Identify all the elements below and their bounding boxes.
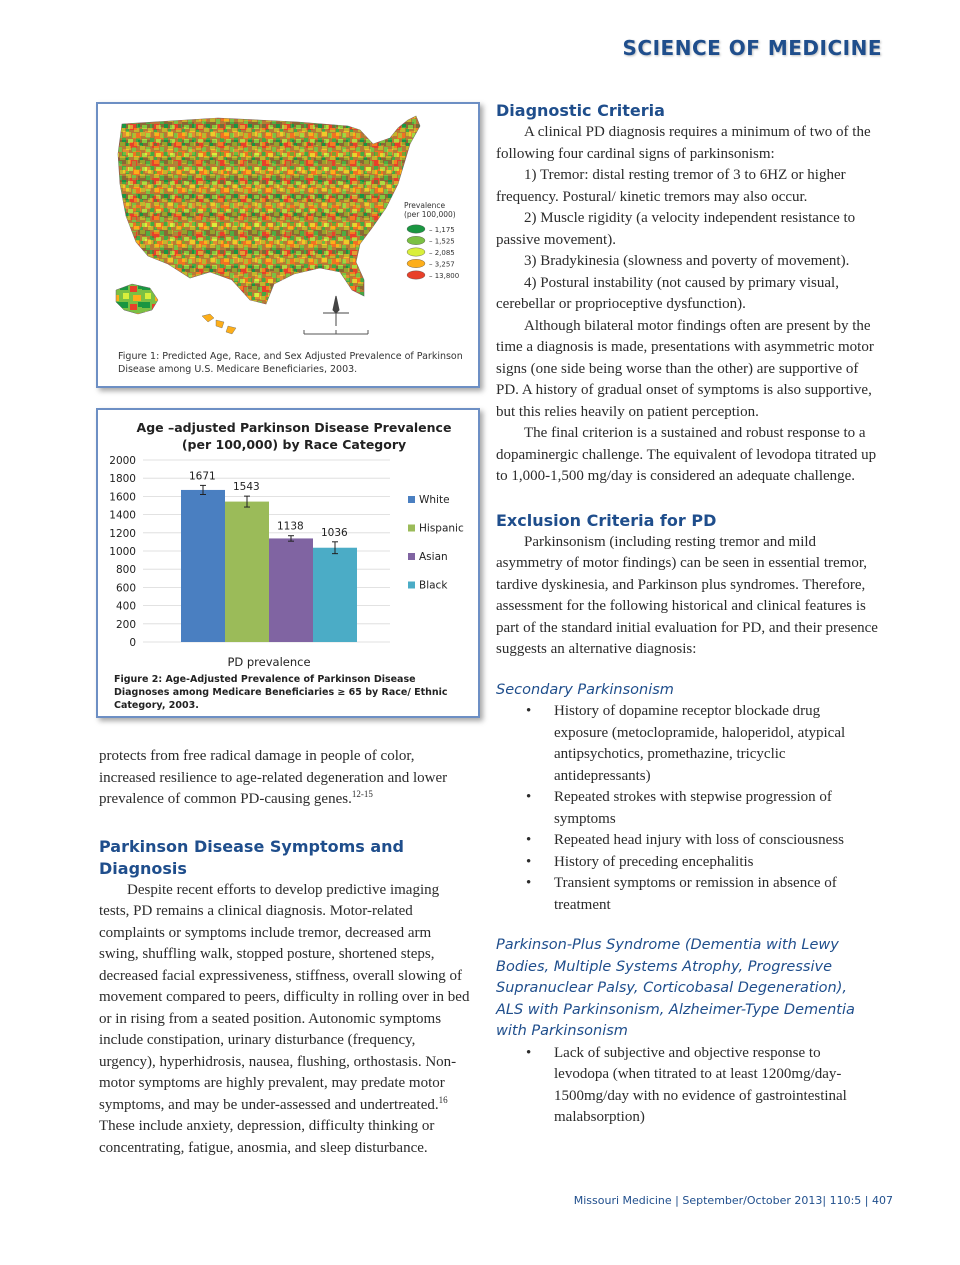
legend-label: Asian xyxy=(419,551,448,563)
legend-swatch xyxy=(407,271,425,279)
final-criterion-paragraph: The final criterion is a sustained and robust response to a dopaminergic challenge. The equivalent of levodopa titrated up to 1,000-1,500 mg/day is considered an adequate challenge. xyxy=(496,425,877,484)
symptoms-heading: Parkinson Disease Symptoms and Diagnosis xyxy=(99,836,404,878)
alaska-shape xyxy=(116,284,158,314)
legend-label: White xyxy=(419,494,450,506)
scale-bar xyxy=(304,330,368,334)
data-label: 1036 xyxy=(321,526,348,539)
x-axis-label: PD prevalence xyxy=(227,655,311,669)
legend-label: – 1,525 xyxy=(429,237,455,246)
y-tick-label: 800 xyxy=(115,564,136,577)
y-tick-label: 1000 xyxy=(109,546,136,558)
prevalence-bar-chart xyxy=(98,410,478,672)
y-tick-label: 1600 xyxy=(109,491,136,504)
criterion-tremor: 1) Tremor: distal resting tremor of 3 to 6HZ or higher frequency. Postural/ kinetic tremors may also occur. xyxy=(496,167,846,205)
data-label: 1543 xyxy=(233,481,260,494)
chart-subtitle: (per 100,000) by Race Category xyxy=(181,437,407,452)
chart-title: Age –adjusted Parkinson Disease Prevalence xyxy=(136,420,452,435)
bar-white xyxy=(181,490,225,642)
bar-black xyxy=(313,548,357,642)
list-item: • History of preceding encephalitis xyxy=(496,852,878,874)
parkinson-plus-heading: Parkinson-Plus Syndrome (Dementia with Lewy Bodies, Multiple Systems Atrophy, Progressive Supranuclear Palsy, Corticobasal Degeneration), ALS with Parkinsonism, Alzheimer-Type Dementia with Parkinsonism xyxy=(496,937,855,1039)
section-title: SCIENCE OF MEDICINE xyxy=(622,36,882,60)
exclusion-paragraph: Parkinsonism (including resting tremor and mild asymmetry of motor findings) can be seen in essential tremor, tardive dyskinesia, and Parkinson plus syndromes. Therefore, assessment for the following historical and clinical features is part of the standard initial evaluation for PD, and their presence suggests an alternative diagnosis: xyxy=(496,533,878,657)
hawaii-shape xyxy=(202,314,236,334)
legend-label: – 13,800 xyxy=(429,272,460,280)
y-tick-label: 2000 xyxy=(109,455,136,467)
legend-label: Black xyxy=(419,579,448,592)
y-tick-label: 1200 xyxy=(109,527,136,540)
figure-2-chart xyxy=(96,408,480,718)
criterion-rigidity: 2) Muscle rigidity (a velocity independent resistance to passive movement). xyxy=(496,210,856,248)
legend-swatch xyxy=(407,259,425,267)
continuation-paragraph: protects from free radical damage in people of color, increased resilience to age-related degeneration and lower prevalence of common PD-causing genes.$^{12-15}$ xyxy=(99,748,448,807)
figure-1-caption: Figure 1: Predicted Age, Race, and Sex Adjusted Prevalence of Parkinson Disease among U.S. Medicare Beneficiaries, 2003. xyxy=(118,351,463,375)
list-item: • History of dopamine receptor blockade drug exposure (metoclopramide, haloperidol, atypical antipsychotics, promethazine, tricyclic antidepressants) xyxy=(496,701,878,787)
data-label: 1671 xyxy=(189,470,216,483)
bar-asian xyxy=(269,538,313,642)
legend-title: Prevalence xyxy=(404,201,446,210)
reference-marker: 16 xyxy=(438,1094,448,1105)
legend-label: Hispanic xyxy=(419,522,464,535)
secondary-parkinsonism-heading: Secondary Parkinsonism xyxy=(496,681,674,698)
exclusion-criteria-heading: Exclusion Criteria for PD xyxy=(496,510,717,530)
diagnostic-criteria-heading: Diagnostic Criteria xyxy=(496,101,665,120)
list-item: • Repeated strokes with stepwise progression of symptoms xyxy=(496,787,878,830)
criterion-bradykinesia: 3) Bradykinesia (slowness and poverty of movement). xyxy=(524,253,850,269)
criterion-postural: 4) Postural instability (not caused by primary visual, cerebellar or proprioceptive dysfunction). xyxy=(496,274,839,312)
page-footer: Missouri Medicine | September/October 2013| 110:5 | 407 xyxy=(573,1194,893,1207)
bilateral-paragraph: Although bilateral motor findings often are present by the time a diagnosis is made, presentations with asymmetric motor signs (one side being worse than the other) are supportive of PD. A history of gradual onset of symptoms is also supportive, but this relies heavily on patient perception. xyxy=(496,317,874,420)
legend-swatch xyxy=(408,553,415,560)
legend-label: – 2,085 xyxy=(429,249,455,257)
list-item: • Transient symptoms or remission in absence of treatment xyxy=(496,873,878,916)
y-tick-label: 400 xyxy=(115,600,136,613)
legend-label: – 3,257 xyxy=(429,260,455,269)
legend-swatch xyxy=(407,236,425,244)
left-column xyxy=(99,746,471,1159)
legend-subtitle: (per 100,000) xyxy=(404,210,456,219)
list-item: • Repeated head injury with loss of consciousness xyxy=(496,830,878,852)
legend-swatch xyxy=(407,248,425,256)
map-legend xyxy=(407,225,459,280)
legend-swatch xyxy=(408,582,415,589)
y-tick-label: 200 xyxy=(115,618,136,631)
parkinson-plus-list xyxy=(496,1043,878,1129)
figure-2-caption: Figure 2: Age-Adjusted Prevalence of Parkinson Disease Diagnoses among Medicare Beneficiaries ≥ 65 by Race/ Ethnic Category, 2003. xyxy=(114,674,448,711)
data-label: 1138 xyxy=(277,520,304,533)
legend-swatch xyxy=(408,525,415,532)
figure-1-map xyxy=(96,102,480,388)
reference-marker: 12-15 xyxy=(351,789,373,799)
compass-rose xyxy=(323,296,349,326)
y-tick-label: 1800 xyxy=(109,473,136,486)
list-item: • Lack of subjective and objective response to levodopa (when titrated to at least 1200mg/day-1500mg/day with no evidence of gastrointestinal malabsorption) xyxy=(496,1043,878,1129)
secondary-list xyxy=(496,701,878,916)
bar-hispanic xyxy=(225,502,269,642)
y-tick-label: 0 xyxy=(129,637,136,649)
y-tick-label: 600 xyxy=(115,582,136,595)
right-column xyxy=(496,100,878,1129)
diagnostic-intro: A clinical PD diagnosis requires a minimum of two of the following four cardinal signs of parkinsonism: xyxy=(496,124,871,162)
legend-swatch xyxy=(407,225,425,233)
legend-swatch xyxy=(408,496,415,503)
legend-label: – 1,175 xyxy=(429,226,455,234)
prevalence-map xyxy=(98,104,478,350)
symptoms-paragraph: Despite recent efforts to develop predictive imaging tests, PD remains a clinical diagnosis. Motor-related complaints or symptoms include tremor, decreased arm swing, shuffling walk, stopped posture, shortened steps, decreased facial expressiveness, stiffness, overall slowing of movement compared to peers, difficulty in rolling over in bed or in rising from a seated position. Autonomic symptoms include constipation, urinary disturbance (frequency, urgency), hyperhidrosis, nausea, flushing, orthostasis. Non-motor symptoms are highly prevalent, may predate motor symptoms, and may be under-assessed and undertreated.$^{16}$ These include anxiety, depression, difficulty thinking or concentrating, fatigue, anosmia, and sleep disturbance. xyxy=(99,881,470,1156)
y-tick-label: 1400 xyxy=(109,509,136,522)
